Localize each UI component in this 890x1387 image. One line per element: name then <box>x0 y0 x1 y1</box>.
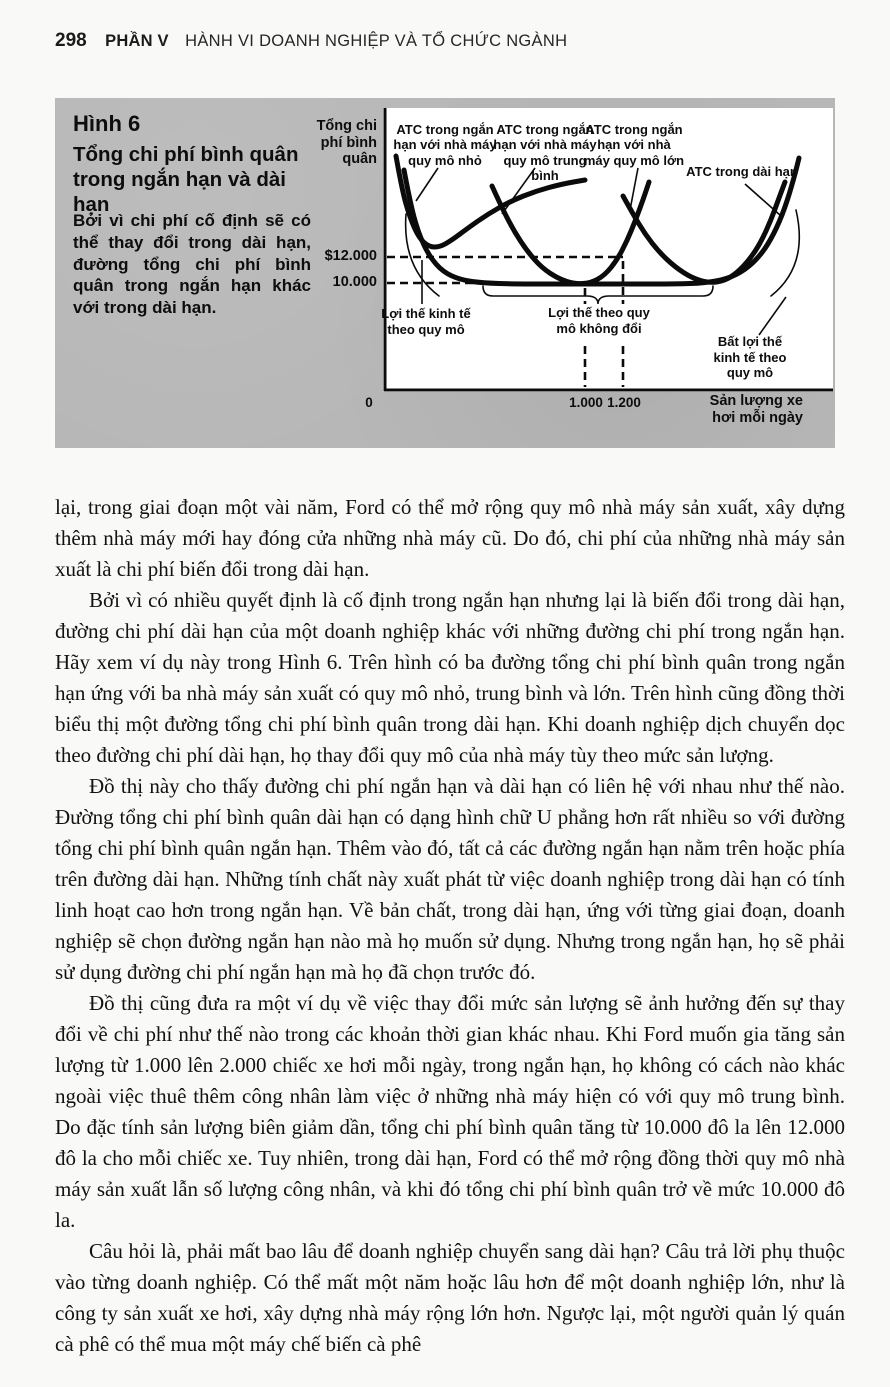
x-tick-origin: 0 <box>365 395 373 410</box>
paragraph: Đồ thị này cho thấy đường chi phí ngắn hạn và dài hạn có liên hệ với nhau như thế nào. Đường tổng chi phí bình quân dài hạn có dạng hình chữ U phẳng hơn rất nhiều so với đường tổng chi phí bình quân ngắn hạn. Thêm vào đó, tất cả các đường ngắn hạn nằm trên hoặc phía trên đường dài hạn. Những tính chất này xuất phát từ việc doanh nghiệp trong dài hạn có tính linh hoạt cao hơn trong ngắn hạn. Về bản chất, trong dài hạn, ứng với từng giai đoạn, doanh nghiệp sẽ chọn đường ngắn hạn nào mà họ muốn sử dụng. Nhưng trong ngắn hạn, họ sẽ phải sử dụng đường chi phí ngắn hạn mà họ đã chọn trước đó. <box>55 774 845 984</box>
figure-caption: Bởi vì chi phí cố định sẽ có thể thay đổi trong dài hạn, đường tổng chi phí bình quân trong ngắn hạn khác với trong dài hạn. <box>73 211 311 317</box>
x-tick-1200: 1.200 <box>607 395 641 410</box>
page-number: 298 <box>55 30 87 51</box>
paragraph: lại, trong giai đoạn một vài năm, Ford có thể mở rộng quy mô nhà máy sản xuất, xây dựng thêm nhà máy mới hay đóng cửa những nhà máy cũ. Do đó, chi phí của những nhà máy sản xuất là chi phí biến đổi trong dài hạn. <box>55 495 845 581</box>
x-axis-title: Sản lượng xe hơi mỗi ngày <box>709 393 803 426</box>
curve-label-atc-long-run: ATC trong dài hạn <box>686 164 798 179</box>
y-tick-12000: $12.000 <box>324 248 377 264</box>
figure-label: Hình 6 <box>73 111 141 136</box>
part-title: HÀNH VI DOANH NGHIỆP VÀ TỔ CHỨC NGÀNH <box>185 32 568 50</box>
figure-panel <box>55 98 835 448</box>
figure-title: Tổng chi phí bình quân trong ngắn hạn và dài hạn <box>73 143 299 216</box>
paragraph: Đồ thị cũng đưa ra một ví dụ về việc thay đổi mức sản lượng sẽ ảnh hưởng đến sự thay đổi về chi phí như thế nào trong các khoản thời gian khác nhau. Khi Ford muốn gia tăng sản lượng từ 1.000 lên 2.000 chiếc xe hơi mỗi ngày, trong ngắn hạn, họ không có cách nào khác ngoài việc thuê thêm công nhân làm việc ở những nhà máy hiện có với quy mô trung bình. Do đặc tính sản lượng biên giảm dần, tổng chi phí bình quân tăng từ 10.000 đô la lên 12.000 đô la cho mỗi chiếc xe. Tuy nhiên, trong dài hạn, Ford có thể mở rộng đồng thời quy mô nhà máy sản xuất lẫn số lượng công nhân, và khi đó tổng chi phí bình quân trở về mức 10.000 đô la. <box>55 991 845 1232</box>
annotation-diseconomies-of-scale: Bất lợi thế kinh tế theo quy mô <box>713 334 787 381</box>
annotation-economies-of-scale: Lợi thế kinh tế theo quy mô <box>381 306 471 337</box>
running-head <box>0 0 890 52</box>
curve-label-atc-medium-plant: ATC trong ngắn hạn với nhà máy quy mô trung bình <box>493 122 597 183</box>
curve-label-atc-small-plant: ATC trong ngắn hạn với nhà máy quy mô nhỏ <box>393 122 497 168</box>
x-tick-1000: 1.000 <box>569 395 603 410</box>
paragraph: Câu hỏi là, phải mất bao lâu để doanh nghiệp chuyển sang dài hạn? Câu trả lời phụ thuộc vào từng doanh nghiệp. Có thể mất một năm hoặc lâu hơn để một doanh nghiệp lớn, như là công ty sản xuất xe hơi, xây dựng nhà máy rộng lớn hơn. Ngược lại, một người quản lý quán cà phê có thể mua một máy chế biến cà phê <box>55 1239 845 1356</box>
part-label: PHẦN V <box>105 32 169 50</box>
y-tick-10000: 10.000 <box>332 274 377 290</box>
y-axis-title: Tổng chi phí bình quân <box>316 118 377 168</box>
annotation-constant-returns: Lợi thế theo quy mô không đổi <box>548 305 650 336</box>
paragraph: Bởi vì có nhiều quyết định là cố định trong ngắn hạn nhưng lại là biến đổi trong dài hạn, đường chi phí dài hạn của một doanh nghiệp khác với những đường chi phí trong ngắn hạn. Hãy xem ví dụ này trong Hình 6. Trên hình có ba đường tổng chi phí bình quân trong ngắn hạn ứng với ba nhà máy sản xuất có quy mô nhỏ, trung bình và lớn. Trên hình cũng đồng thời biểu thị một đường tổng chi phí bình quân trong dài hạn. Khi doanh nghiệp dịch chuyển dọc theo đường chi phí dài hạn, họ thay đổi quy mô của nhà máy tùy theo mức sản lượng. <box>55 588 845 767</box>
curve-label-atc-large-plant: ATC trong ngắn hạn với nhà máy quy mô lớn <box>583 122 685 168</box>
body-text <box>55 492 845 1360</box>
